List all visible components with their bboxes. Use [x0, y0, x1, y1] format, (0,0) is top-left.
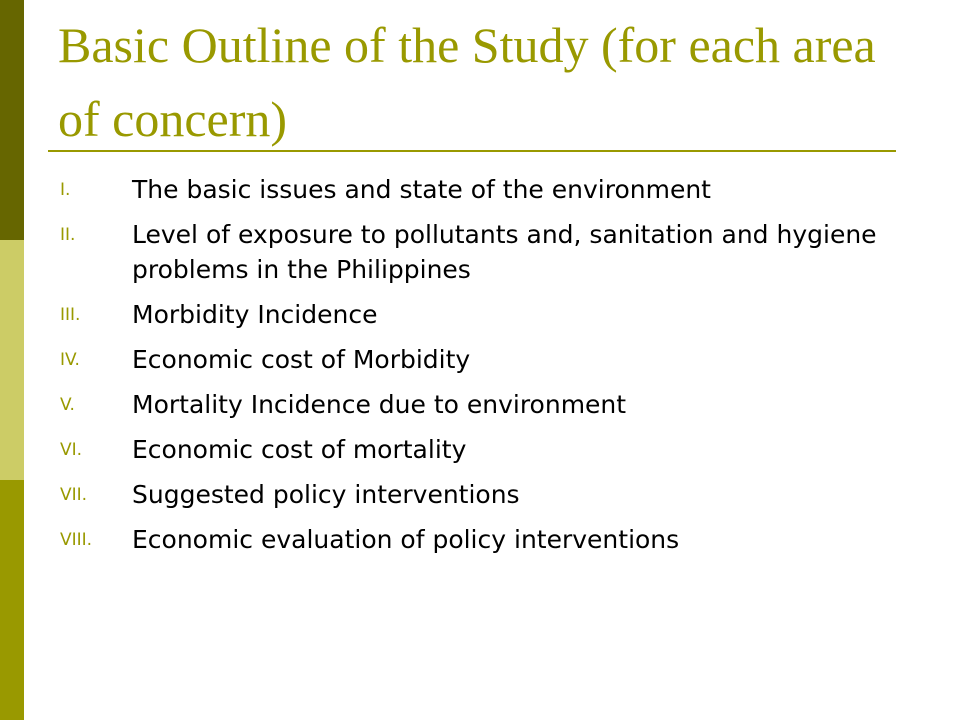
list-item [60, 342, 920, 377]
list-item [60, 172, 920, 207]
list-item-text: Morbidity Incidence [132, 300, 378, 329]
outline-list [60, 172, 920, 567]
side-bar-segment-light [0, 240, 24, 480]
list-numeral: VI. [60, 440, 83, 460]
title-divider [48, 150, 896, 152]
list-item-text: Mortality Incidence due to environment [132, 390, 627, 419]
side-bar-segment-dark [0, 0, 24, 240]
list-numeral: I. [60, 180, 71, 200]
list-item [60, 522, 920, 557]
side-bar-segment-mid [0, 480, 24, 720]
list-item-text: The basic issues and state of the environment [132, 175, 711, 204]
list-numeral: II. [60, 225, 76, 245]
list-item-text: Economic cost of mortality [132, 435, 467, 464]
list-item [60, 217, 920, 287]
list-item [60, 432, 920, 467]
list-item-text: Economic cost of Morbidity [132, 345, 471, 374]
list-numeral: V. [60, 395, 75, 415]
list-item-text: Economic evaluation of policy interventions [132, 525, 680, 554]
list-item [60, 477, 920, 512]
list-item-text: Level of exposure to pollutants and, sanitation and hygiene problems in the Philippines [132, 220, 877, 284]
list-numeral: VII. [60, 485, 88, 505]
list-numeral: IV. [60, 350, 80, 370]
list-numeral: VIII. [60, 530, 93, 550]
slide-title: Basic Outline of the Study (for each area of concern) [58, 17, 876, 147]
side-accent-bar [0, 0, 24, 720]
list-item [60, 297, 920, 332]
list-item-text: Suggested policy interventions [132, 480, 520, 509]
list-numeral: III. [60, 305, 81, 325]
list-item [60, 387, 920, 422]
